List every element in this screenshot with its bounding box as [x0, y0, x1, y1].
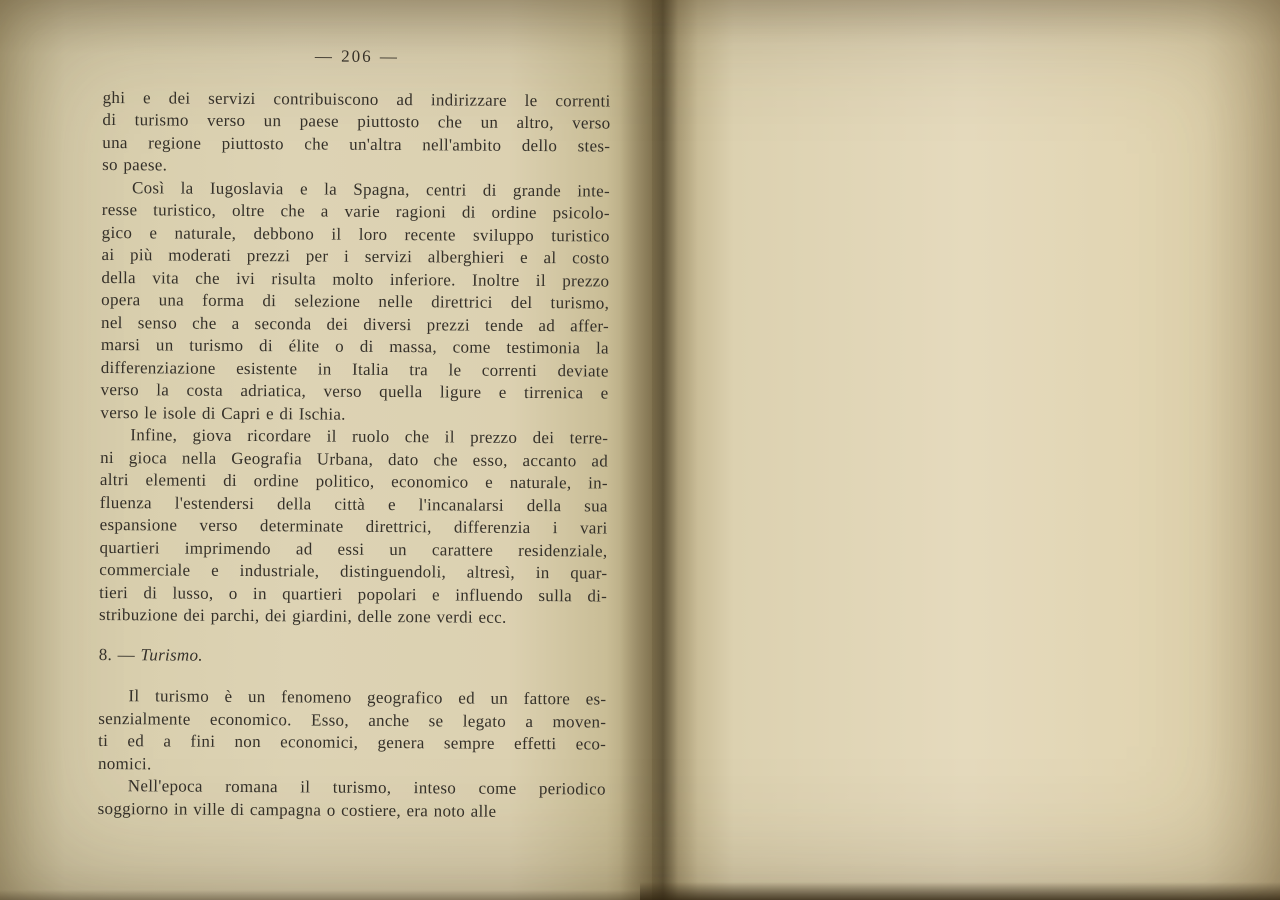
- text-line: Il turismo è un fenomeno geografico ed un fattore es-: [128, 686, 607, 709]
- text-line: Così la Iugoslavia e la Spagna, centri di grande inte-: [131, 177, 611, 201]
- text-line: marsi un turismo di élite o di massa, come testimonia la: [100, 334, 609, 358]
- text-line: ti ed a fini non economici, genera sempre effetti eco-: [98, 730, 607, 754]
- paragraph: [99, 424, 608, 630]
- text-line: ai più moderati prezzi per i servizi alberghieri e al costo: [101, 244, 610, 268]
- section-heading: [99, 643, 607, 669]
- paragraph: [98, 685, 607, 779]
- text-line: senzialmente economico. Esso, anche se legato a moven-: [98, 708, 607, 732]
- page-left-blocks: [98, 86, 611, 823]
- text-line: tieri di lusso, o in quartieri popolari e influendo sulla di-: [99, 582, 608, 606]
- text-line: di turismo verso un paese piuttosto che un altro, verso: [102, 109, 611, 133]
- text-line: commerciale e industriale, distinguendoli, altresì, in quar-: [99, 559, 608, 583]
- page-right: [652, 0, 1280, 900]
- text-line: 8. — Turismo.: [98, 644, 203, 665]
- page-left-text: [98, 44, 611, 824]
- text-line: espansione verso determinate direttrici, differenzia i vari: [99, 514, 608, 538]
- text-line: ghi e dei servizi contribuiscono ad indirizzare le correnti: [102, 87, 611, 111]
- text-line: nomici.: [97, 753, 152, 773]
- text-line: verso la costa adriatica, verso quella ligure e tirrenica e: [100, 379, 609, 403]
- text-line: gico e naturale, debbono il loro recente sviluppo turistico: [101, 222, 610, 246]
- text-line: fluenza l'estendersi della città e l'incanalarsi della sua: [99, 492, 608, 516]
- text-line: verso le isole di Capri e di Ischia.: [100, 402, 346, 424]
- text-line: opera una forma di selezione nelle direttrici del turismo,: [101, 289, 610, 313]
- text-line: una regione piuttosto che un'altra nell'ambito dello stes-: [102, 132, 611, 156]
- text-line: quartieri imprimendo ad essi un carattere residenziale,: [99, 537, 608, 561]
- text-line: differenziazione esistente in Italia tra le correnti deviate: [100, 357, 609, 381]
- text-line: nel senso che a seconda dei diversi prezzi tende ad affer-: [100, 312, 610, 336]
- text-line: Nell'epoca romana il turismo, inteso come periodico: [127, 776, 606, 799]
- text-line: Infine, giova ricordare il ruolo che il prezzo dei terre-: [130, 425, 609, 448]
- paragraph: [100, 176, 610, 427]
- paragraph: [102, 86, 611, 180]
- paragraph: [98, 775, 606, 824]
- text-line: della vita che ivi risulta molto inferiore. Inoltre il prezzo: [101, 267, 610, 291]
- text-line: ni gioca nella Geografia Urbana, dato che esso, accanto ad: [100, 447, 609, 471]
- text-line: soggiorno in ville di campagna o costiere, era noto alle: [97, 798, 497, 821]
- page-number-left: — 206 —: [314, 46, 399, 67]
- text-line: resse turistico, oltre che a varie ragioni di ordine psicolo-: [101, 199, 610, 223]
- text-line: altri elementi di ordine politico, economico e naturale, in-: [99, 469, 609, 493]
- text-line: stribuzione dei parchi, dei giardini, delle zone verdi ecc.: [98, 604, 507, 627]
- text-line: so paese.: [102, 154, 168, 175]
